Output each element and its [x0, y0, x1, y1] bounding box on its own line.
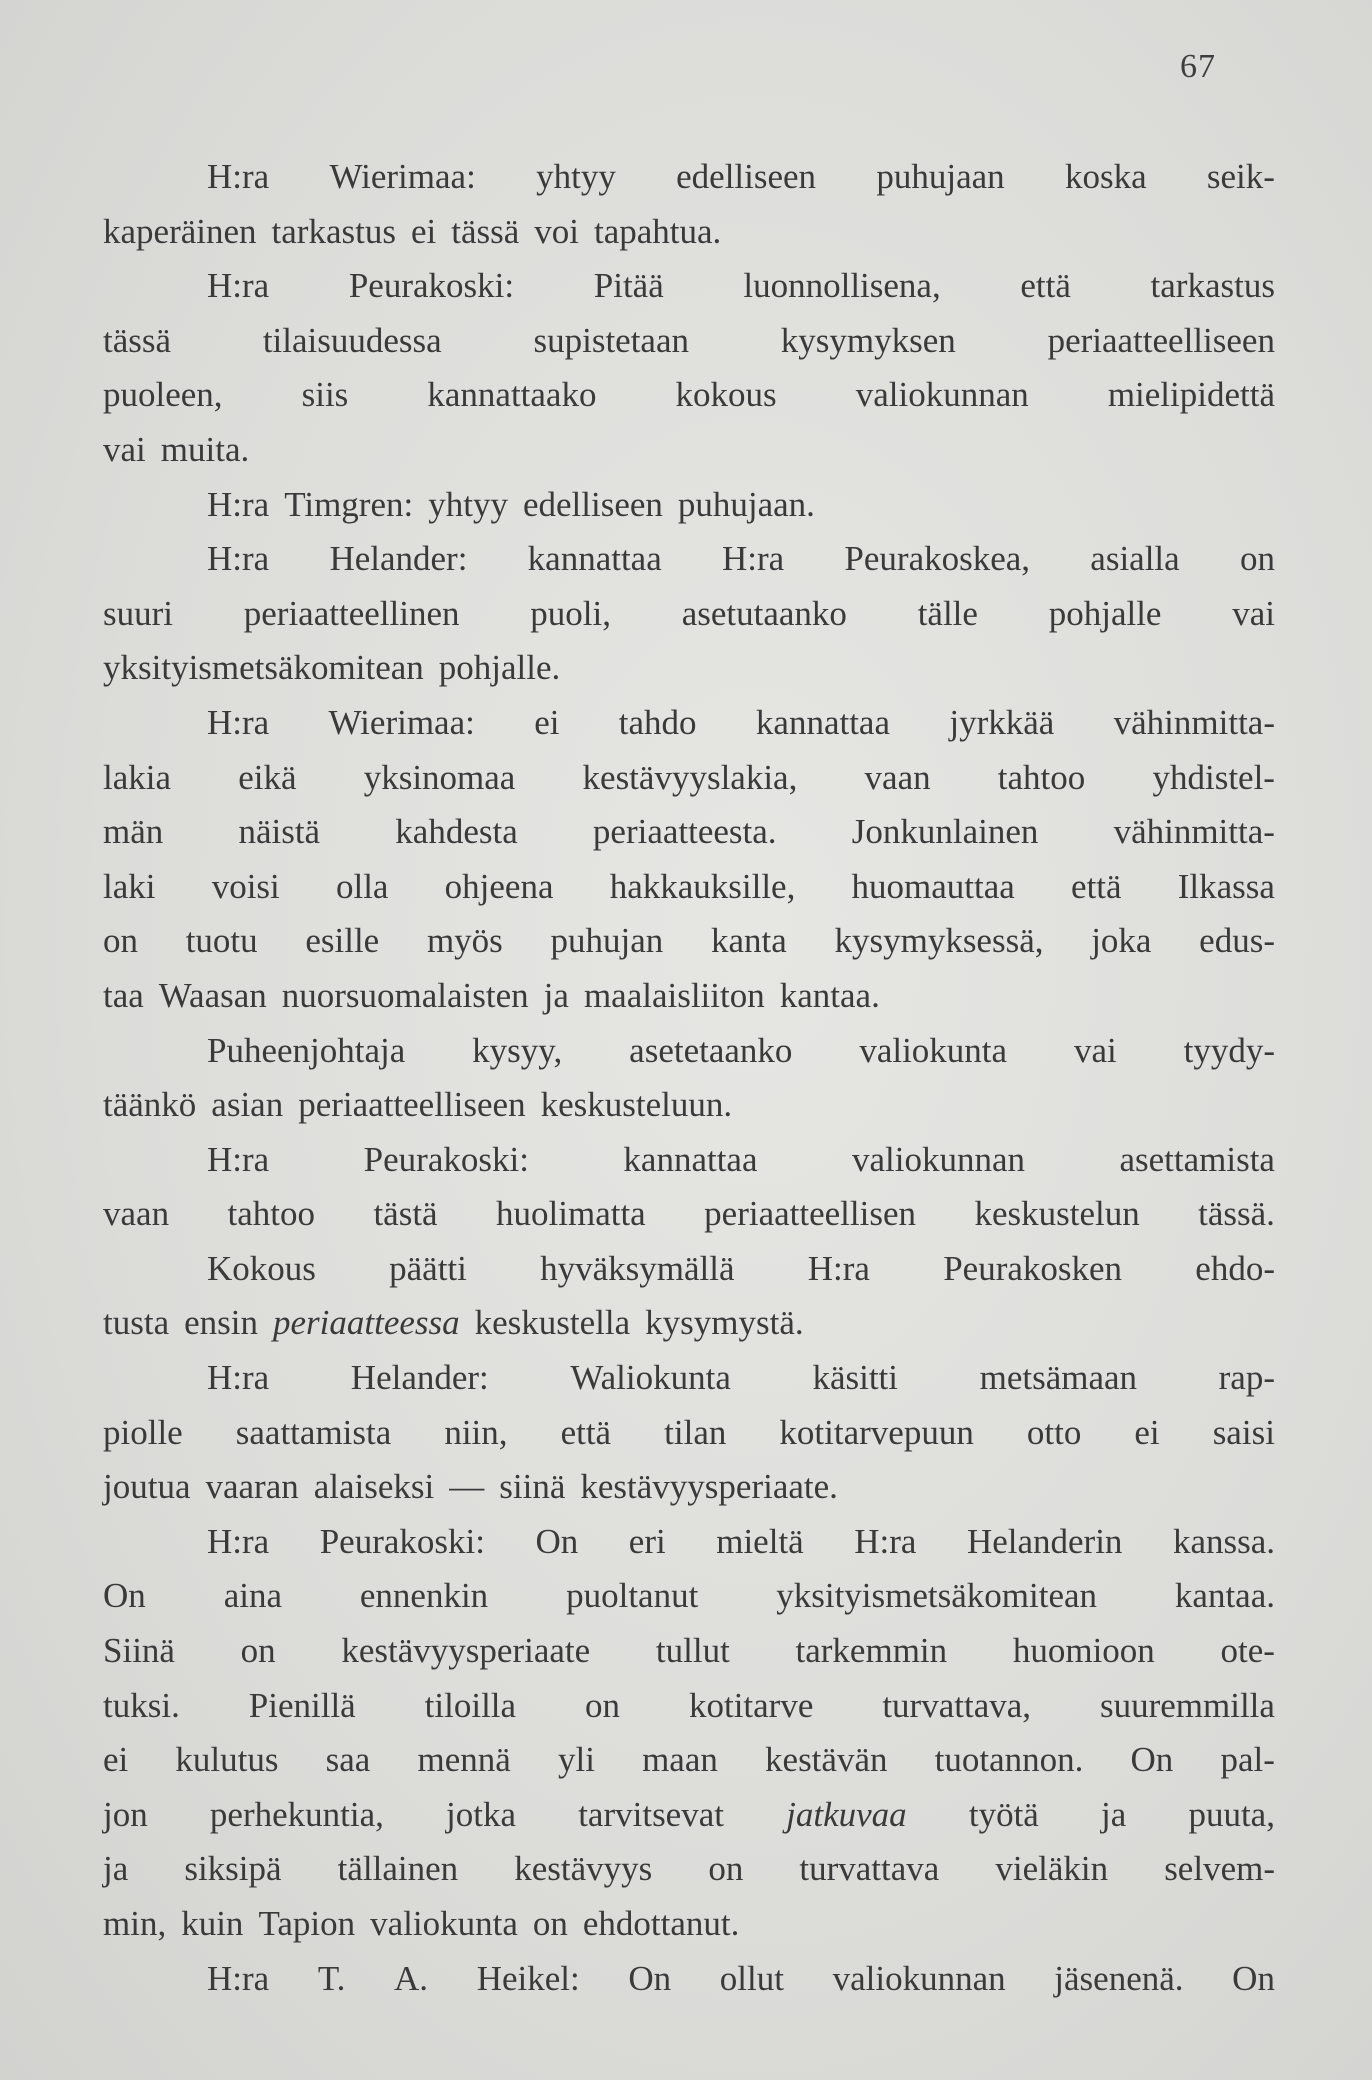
- text-line: [103, 860, 1275, 915]
- word: ennenkin: [359, 1576, 489, 1616]
- word: tässä: [103, 320, 172, 360]
- word: kotitarve: [688, 1685, 814, 1725]
- word: kysymystä.: [645, 1303, 804, 1343]
- word: ote-: [1220, 1631, 1275, 1671]
- word: kysymyksen: [780, 320, 956, 360]
- word: taa: [103, 975, 144, 1015]
- word: valiokunta: [859, 1030, 1008, 1070]
- word: edelliseen: [522, 484, 663, 524]
- word: H:ra: [207, 157, 270, 196]
- word: yli: [557, 1740, 595, 1780]
- word: piolle: [103, 1412, 183, 1452]
- word: on: [585, 1685, 621, 1725]
- word: vähinmitta-: [1113, 702, 1275, 742]
- text-line: [103, 969, 1275, 1024]
- word: valiokunnan: [851, 1139, 1025, 1179]
- word: Peurakoski:: [348, 266, 515, 306]
- word: että: [1071, 866, 1122, 906]
- word: luonnollisena,: [743, 266, 941, 306]
- word: muita.: [160, 429, 250, 469]
- text-line: [103, 1187, 1275, 1242]
- text-line: [103, 1788, 1275, 1843]
- text-line: [103, 1679, 1275, 1734]
- word: vaan: [864, 757, 931, 797]
- word: maan: [642, 1740, 718, 1780]
- word: hyväksymällä: [540, 1248, 735, 1288]
- word: saa: [325, 1740, 371, 1780]
- word: olla: [335, 866, 389, 906]
- word: kanta: [710, 921, 787, 961]
- word: asetutaanko: [681, 593, 847, 633]
- word: asetetaanko: [629, 1030, 793, 1070]
- word: otto: [1026, 1412, 1082, 1452]
- word: asialla: [1090, 539, 1180, 579]
- word: Puheenjohtaja: [207, 1030, 406, 1070]
- word: ei: [1134, 1412, 1160, 1452]
- word: On: [103, 1576, 146, 1616]
- word: kanssa.: [1172, 1521, 1275, 1561]
- word: seik-: [1206, 157, 1275, 196]
- word: kannattaa: [755, 702, 890, 742]
- word: tuotu: [185, 921, 258, 961]
- word: saisi: [1212, 1412, 1275, 1452]
- word: tarvitsevat: [578, 1794, 724, 1834]
- word: vai: [1232, 593, 1275, 633]
- word: kysymyksessä,: [834, 921, 1044, 961]
- word: Timgren:: [284, 484, 414, 524]
- word: joutua: [103, 1467, 191, 1507]
- text-line: [103, 1569, 1275, 1624]
- word: aina: [223, 1576, 282, 1616]
- word: alaiseksi: [313, 1467, 435, 1507]
- word: tästä: [373, 1194, 438, 1234]
- word: periaatteelliseen: [1047, 320, 1275, 360]
- word: kannattaako: [427, 375, 597, 415]
- word: H:ra: [207, 702, 270, 742]
- word: tällainen: [337, 1849, 459, 1889]
- word: tiloilla: [424, 1685, 517, 1725]
- page-number: 67: [1180, 48, 1216, 85]
- word: hakkauksille,: [609, 866, 796, 906]
- word: edelliseen: [676, 157, 817, 196]
- text-line: [103, 641, 1275, 696]
- word: kantaa.: [1174, 1576, 1275, 1616]
- word: ehdottanut.: [582, 1904, 740, 1943]
- word: H:ra: [721, 539, 785, 579]
- word: kokous: [675, 375, 777, 415]
- word: H:ra: [207, 1358, 270, 1398]
- text-line: [103, 1024, 1275, 1079]
- word: Peurakoski:: [363, 1139, 529, 1179]
- word: Peurakosken: [943, 1248, 1123, 1288]
- word: mennä: [417, 1740, 511, 1780]
- word: tässä: [451, 211, 520, 251]
- word: H:ra: [207, 1139, 270, 1179]
- text-line: [103, 696, 1275, 751]
- word: Helanderin: [966, 1521, 1123, 1561]
- text-line: [103, 1351, 1275, 1406]
- word: turvattava,: [882, 1685, 1032, 1725]
- word: On: [535, 1521, 579, 1561]
- word: tullut: [655, 1631, 730, 1671]
- word: ja: [1101, 1794, 1127, 1834]
- word: selvem-: [1164, 1849, 1275, 1889]
- word: puuta,: [1188, 1794, 1275, 1834]
- word: kestävän: [765, 1740, 888, 1780]
- text-line: [103, 587, 1275, 642]
- word: päätti: [389, 1248, 467, 1288]
- word: että: [560, 1412, 612, 1452]
- text-line: [103, 1952, 1275, 2007]
- word: H:ra: [207, 1521, 270, 1561]
- text-line: [103, 259, 1275, 314]
- word: metsämaan: [979, 1358, 1138, 1398]
- word: suuri: [103, 593, 173, 633]
- word: tapahtua.: [594, 211, 722, 251]
- word: joka: [1091, 921, 1152, 961]
- body-text: [103, 150, 1275, 2006]
- word: puhujan: [550, 921, 664, 961]
- word: ensin: [184, 1303, 258, 1343]
- word: Tapion: [258, 1904, 356, 1943]
- word: mielipidettä: [1107, 375, 1275, 415]
- word: maalaisliiton: [583, 975, 765, 1015]
- word: periaatteelliseen: [298, 1085, 526, 1125]
- word: tuotannon.: [934, 1740, 1084, 1780]
- word: puoltanut: [566, 1576, 699, 1616]
- word: kaperäinen: [103, 211, 257, 251]
- text-line: [103, 1078, 1275, 1133]
- word: ja: [543, 975, 569, 1015]
- word: huomioon: [1012, 1631, 1155, 1671]
- word: puhujaan: [876, 157, 1005, 196]
- word: kantaa.: [779, 975, 880, 1015]
- word: ehdo-: [1195, 1248, 1275, 1288]
- word: täänkö: [103, 1085, 197, 1125]
- word: myös: [426, 921, 503, 961]
- word: käsitti: [812, 1358, 899, 1398]
- word: supistetaan: [533, 320, 690, 360]
- word: H:ra: [207, 539, 270, 579]
- word: On: [628, 1958, 672, 1998]
- text-line: [103, 1242, 1275, 1297]
- word: A.: [394, 1958, 429, 1998]
- word: siinä: [499, 1467, 566, 1507]
- word: kestävyyslakia,: [582, 757, 798, 797]
- word: puhujaan.: [677, 484, 815, 524]
- word: koska: [1064, 157, 1147, 196]
- text-line: [103, 150, 1275, 205]
- word: voisi: [211, 866, 280, 906]
- word: keskustella: [474, 1303, 631, 1343]
- word: periaatteessa: [273, 1303, 460, 1343]
- word: tyydy-: [1183, 1030, 1275, 1070]
- word: T.: [317, 1958, 346, 1998]
- word: On: [1232, 1958, 1275, 1998]
- word: periaatteellinen: [243, 593, 460, 633]
- word: esille: [305, 921, 380, 961]
- word: kulutus: [175, 1740, 279, 1780]
- word: laki: [103, 866, 156, 906]
- word: tuksi.: [103, 1685, 180, 1725]
- word: jyrkkää: [949, 702, 1055, 742]
- word: kysyy,: [472, 1030, 563, 1070]
- text-line: [103, 751, 1275, 806]
- text-line: [103, 1460, 1275, 1515]
- text-line: [103, 314, 1275, 369]
- word: H:ra: [207, 266, 270, 306]
- word: eri: [628, 1521, 666, 1561]
- word: perhekuntia,: [209, 1794, 384, 1834]
- word: kotitarvepuun: [779, 1412, 974, 1452]
- word: lakia: [103, 757, 172, 797]
- word: vaan: [103, 1194, 170, 1234]
- word: ei: [103, 1740, 129, 1780]
- word: pal-: [1220, 1740, 1275, 1780]
- word: tilan: [664, 1412, 727, 1452]
- word: H:ra: [854, 1521, 917, 1561]
- text-line: [103, 532, 1275, 587]
- word: Ilkassa: [1177, 866, 1275, 906]
- word: valiokunta: [370, 1904, 518, 1943]
- word: tahtoo: [227, 1194, 315, 1234]
- word: rap-: [1218, 1358, 1275, 1398]
- word: pohjalle.: [438, 648, 561, 688]
- word: kannattaa: [623, 1139, 758, 1179]
- word: Wierimaa:: [329, 157, 476, 196]
- word: edus-: [1199, 921, 1275, 961]
- word: kestävyysperiaate.: [580, 1467, 838, 1507]
- word: Peurakoski:: [319, 1521, 485, 1561]
- word: Helander:: [329, 539, 468, 579]
- word: tusta: [103, 1303, 170, 1343]
- text-line: [103, 423, 1275, 478]
- word: valiokunnan: [855, 375, 1029, 415]
- word: asettamista: [1119, 1139, 1275, 1179]
- word: H:ra: [207, 1958, 270, 1998]
- word: pohjalle: [1048, 593, 1162, 633]
- word: saattamista: [235, 1412, 392, 1452]
- word: Jonkunlainen: [851, 812, 1039, 852]
- word: nuorsuomalaisten: [281, 975, 529, 1015]
- word: periaatteesta.: [592, 812, 777, 852]
- word: ja: [103, 1849, 129, 1889]
- word: yksityismetsäkomitean: [776, 1576, 1098, 1616]
- word: siksipä: [184, 1849, 282, 1889]
- text-line: [103, 1133, 1275, 1188]
- word: On: [1130, 1740, 1174, 1780]
- word: vai: [103, 429, 146, 469]
- word: näistä: [238, 812, 321, 852]
- word: kestävyysperiaate: [341, 1631, 591, 1671]
- text-line: [103, 1842, 1275, 1897]
- text-line: [103, 1733, 1275, 1788]
- word: vähinmitta-: [1113, 812, 1275, 852]
- text-line: [103, 914, 1275, 969]
- text-line: [103, 1897, 1275, 1952]
- text-line: [103, 805, 1275, 860]
- word: tarkastus: [1150, 266, 1275, 306]
- word: Kokous: [207, 1248, 316, 1288]
- word: Pienillä: [248, 1685, 356, 1725]
- word: —: [449, 1467, 485, 1507]
- word: kestävyys: [514, 1849, 653, 1889]
- text-line: [103, 1515, 1275, 1570]
- word: suuremmilla: [1099, 1685, 1275, 1725]
- word: eikä: [238, 757, 297, 797]
- word: ei: [410, 211, 437, 251]
- word: voi: [534, 211, 579, 251]
- word: tarkastus: [271, 211, 396, 251]
- word: jon: [103, 1794, 148, 1834]
- word: on: [240, 1631, 276, 1671]
- word: on: [708, 1849, 744, 1889]
- word: tahtoo: [997, 757, 1086, 797]
- word: yksinomaa: [363, 757, 516, 797]
- word: tarkemmin: [795, 1631, 948, 1671]
- word: jotka: [446, 1794, 517, 1834]
- word: vieläkin: [995, 1849, 1109, 1889]
- text-line: [103, 205, 1275, 260]
- word: kannattaa: [527, 539, 662, 579]
- word: Waliokunta: [570, 1358, 731, 1398]
- word: turvattava: [799, 1849, 940, 1889]
- text-line: [103, 478, 1275, 533]
- word: män: [103, 812, 164, 852]
- word: Waasan: [158, 975, 267, 1015]
- word: huolimatta: [496, 1194, 646, 1234]
- word: tahdo: [618, 702, 697, 742]
- word: niin,: [444, 1412, 508, 1452]
- word: Heikel:: [476, 1958, 580, 1998]
- word: että: [1020, 266, 1071, 306]
- word: puoleen,: [103, 375, 223, 415]
- word: yhtyy: [536, 157, 616, 196]
- word: ohjeena: [444, 866, 554, 906]
- word: jatkuvaa: [786, 1794, 907, 1834]
- word: siis: [301, 375, 349, 415]
- word: kuin: [181, 1904, 244, 1943]
- word: puoli,: [530, 593, 611, 633]
- word: vai: [1073, 1030, 1117, 1070]
- word: on: [1239, 539, 1275, 579]
- word: yksityismetsäkomitean: [103, 648, 424, 688]
- word: Helander:: [350, 1358, 489, 1398]
- word: ei: [534, 702, 560, 742]
- word: yhdistel-: [1152, 757, 1275, 797]
- word: yhtyy: [428, 484, 508, 524]
- word: Pitää: [593, 266, 664, 306]
- word: työtä: [968, 1794, 1039, 1834]
- word: vaaran: [205, 1467, 299, 1507]
- word: tässä.: [1198, 1194, 1275, 1234]
- word: Peurakoskea,: [844, 539, 1031, 579]
- word: keskusteluun.: [540, 1085, 733, 1125]
- word: ollut: [719, 1958, 784, 1998]
- word: asian: [211, 1085, 284, 1125]
- text-line: [103, 1406, 1275, 1461]
- word: tilaisuudessa: [262, 320, 442, 360]
- word: Wierimaa:: [328, 702, 475, 742]
- word: valiokunnan: [832, 1958, 1006, 1998]
- word: H:ra: [807, 1248, 870, 1288]
- word: Siinä: [103, 1631, 175, 1671]
- text-line: [103, 1624, 1275, 1679]
- word: jäsenenä.: [1054, 1958, 1184, 1998]
- word: huomauttaa: [851, 866, 1015, 906]
- word: H:ra: [207, 484, 270, 524]
- word: kahdesta: [395, 812, 518, 852]
- word: min,: [103, 1904, 167, 1943]
- word: mieltä: [716, 1521, 804, 1561]
- text-line: [103, 1296, 1275, 1351]
- word: tälle: [917, 593, 978, 633]
- word: keskustelun: [974, 1194, 1140, 1234]
- text-line: [103, 368, 1275, 423]
- word: on: [103, 921, 138, 961]
- word: on: [532, 1904, 568, 1943]
- word: periaatteellisen: [704, 1194, 916, 1234]
